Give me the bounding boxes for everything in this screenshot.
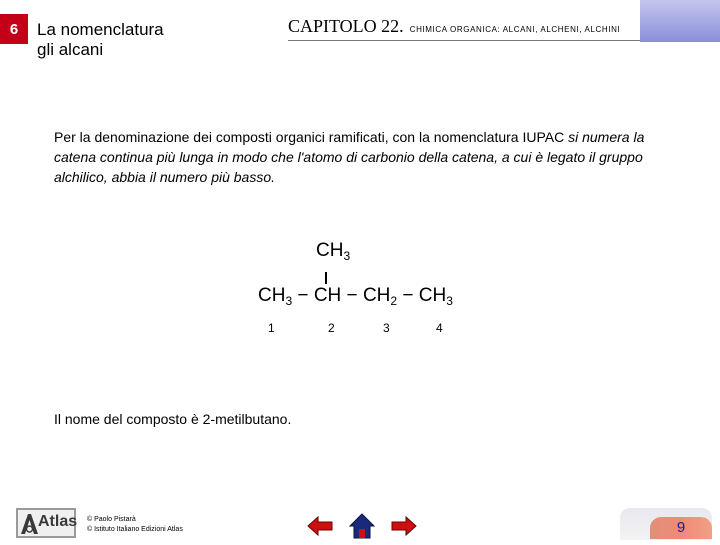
home-button[interactable] — [348, 512, 376, 545]
arrow-left-icon — [306, 514, 334, 538]
atlas-logo — [16, 508, 76, 538]
carbon-number-1: 1 — [268, 321, 275, 335]
next-button[interactable] — [390, 514, 418, 543]
formula-bond-1: − — [297, 285, 309, 306]
previous-button[interactable] — [306, 514, 334, 543]
chapter-label: CAPITOLO 22. — [288, 16, 404, 36]
formula-c4: CH — [418, 285, 447, 306]
intro-paragraph — [54, 127, 674, 187]
copyright-line1: © Paolo Pistarà — [87, 516, 136, 523]
section-title — [37, 20, 164, 60]
chapter-subtitle: CHIMICA ORGANICA: ALCANI, ALCHENI, ALCHINI — [409, 25, 621, 34]
atlas-logo-text: Atlas — [38, 513, 78, 530]
chapter-heading — [288, 16, 620, 37]
formula-branch-ch: CH — [316, 240, 344, 261]
copyright — [87, 515, 183, 535]
corner-decoration — [640, 0, 720, 42]
formula-bond-2: − — [346, 285, 358, 306]
carbon-number-4: 4 — [436, 321, 443, 335]
intro-text: Per la denominazione dei composti organici ramificati, con la nomenclatura IUPAC — [54, 129, 569, 145]
section-title-line2: gli alcani — [37, 40, 104, 59]
formula-c3-sub: 2 — [390, 294, 398, 308]
formula-c3: CH — [362, 285, 391, 306]
formula-main-chain — [258, 285, 453, 308]
home-icon — [348, 512, 376, 540]
formula-c1: CH — [258, 285, 286, 306]
formula-c4-sub: 3 — [446, 294, 453, 308]
formula-branch — [316, 240, 350, 263]
carbon-number-2: 2 — [328, 321, 335, 335]
formula-bond-3: − — [402, 285, 414, 306]
carbon-number-3: 3 — [383, 321, 390, 335]
page-number: 9 — [650, 517, 712, 539]
intro-italic-text: si numera la catena continua più lunga in modo che l'atomo di carbonio della catena, a cui è legato il gruppo alchilico, abbia il numero più basso. — [54, 129, 645, 185]
formula-c1-sub: 3 — [285, 294, 293, 308]
header-divider — [288, 40, 640, 41]
section-title-line1: La nomenclatura — [37, 20, 164, 39]
arrow-right-icon — [390, 514, 418, 538]
result-text: Il nome del composto è 2-metilbutano. — [54, 411, 292, 427]
formula-branch-sub: 3 — [343, 249, 351, 263]
section-number-badge: 6 — [0, 14, 28, 44]
formula-c2: CH — [313, 285, 342, 306]
copyright-line2: © Istituto Italiano Edizioni Atlas — [87, 526, 183, 533]
formula-vertical-bond — [325, 272, 327, 284]
